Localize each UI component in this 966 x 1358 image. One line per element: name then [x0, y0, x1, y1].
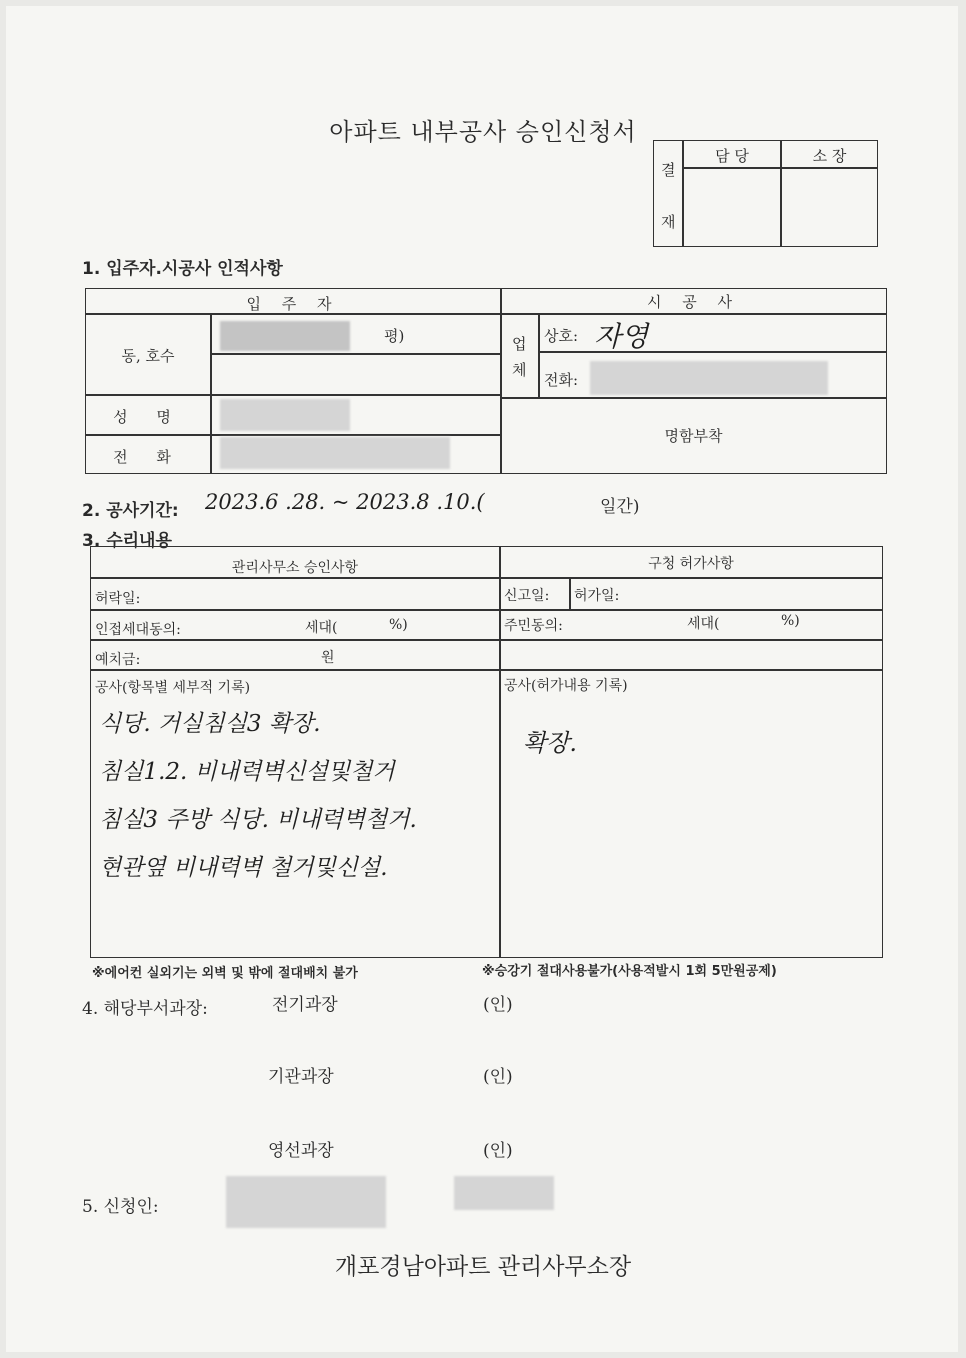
section5-heading: 5. 신청인: — [82, 1197, 159, 1217]
work-line-2: 침실1.2. 비내력벽신설및철거 — [99, 759, 395, 785]
dept-electric: 전기과장 — [272, 995, 338, 1015]
district-header: 구청 허가사항 — [648, 556, 734, 572]
approval-box — [653, 140, 878, 247]
approval-label-2: 재 — [661, 213, 676, 231]
approval-staff: 담 당 — [715, 147, 749, 165]
notice-right: ※승강기 절대사용불가(사용적발시 1회 5만원공제) — [482, 964, 777, 979]
section2-heading: 2. 공사기간: — [82, 501, 179, 521]
repair-table — [90, 546, 883, 958]
work-detail-label: 공사(항목별 세부적 기록) — [95, 680, 251, 696]
company-label-2: 체 — [512, 361, 527, 379]
work-permit-label: 공사(허가내용 기록) — [504, 678, 628, 694]
business-card-note: 명함부착 — [664, 427, 723, 445]
work-line-1: 식당. 거실침실3 확장. — [99, 711, 321, 737]
notice-left: ※에어컨 실외기는 외벽 및 밖에 절대배치 불가 — [92, 966, 358, 981]
household-label-right: 세대( — [687, 616, 720, 632]
won-label: 원 — [321, 650, 335, 666]
footer-signature: 개포경남아파트 관리사무소장 — [334, 1254, 632, 1280]
resident-header: 입 주 자 — [246, 295, 340, 313]
dong-ho-label: 동, 호수 — [121, 347, 175, 365]
deposit-label: 예치금: — [95, 652, 141, 668]
days-suffix: 일간) — [600, 497, 640, 517]
trade-name-label: 상호: — [544, 327, 579, 345]
dept-mechanical: 기관과장 — [268, 1067, 334, 1087]
office-header: 관리사무소 승인사항 — [231, 560, 359, 576]
contractor-header: 시 공 사 — [646, 293, 740, 311]
section4-heading: 4. 해당부서과장: — [82, 999, 208, 1019]
seal-maintenance: (인) — [483, 1141, 513, 1161]
resident-contractor-table — [85, 288, 887, 474]
percent-label-left: %) — [389, 617, 408, 633]
seal-electric: (인) — [483, 995, 513, 1015]
company-label-1: 업 — [512, 335, 527, 353]
seal-mechanical: (인) — [483, 1067, 513, 1087]
phone-label: 전 화 — [113, 448, 183, 466]
approval-date-label: 허가일: — [574, 588, 620, 604]
approval-label-1: 결 — [661, 161, 676, 179]
household-label-left: 세대( — [305, 620, 338, 636]
dept-maintenance: 영선과장 — [268, 1141, 334, 1161]
section1-heading: 1. 입주자.시공사 인적사항 — [82, 259, 283, 279]
resident-consent-label: 주민동의: — [504, 618, 563, 634]
permit-date-label: 허락일: — [95, 591, 141, 607]
form-title: 아파트 내부공사 승인신청서 — [329, 118, 637, 146]
period-value: 2023.6 .28. ~ 2023.8 .10.( — [205, 490, 485, 514]
percent-label-right: %) — [781, 613, 800, 629]
trade-name-value: 자영 — [594, 320, 649, 353]
pyeong-suffix: 평) — [384, 327, 405, 345]
section3-heading: 3. 수리내용 — [82, 531, 172, 551]
permit-content: 확장. — [523, 729, 577, 757]
approval-chief: 소 장 — [812, 147, 847, 165]
report-date-label: 신고일: — [504, 588, 550, 604]
work-line-4: 현관옆 비내력벽 철거및신설. — [99, 855, 388, 881]
name-label: 성 명 — [113, 408, 183, 426]
contractor-phone-label: 전화: — [544, 371, 579, 389]
work-line-3: 침실3 주방 식당. 비내력벽철거. — [99, 807, 417, 833]
neighbor-consent-label: 인접세대동의: — [95, 622, 181, 638]
